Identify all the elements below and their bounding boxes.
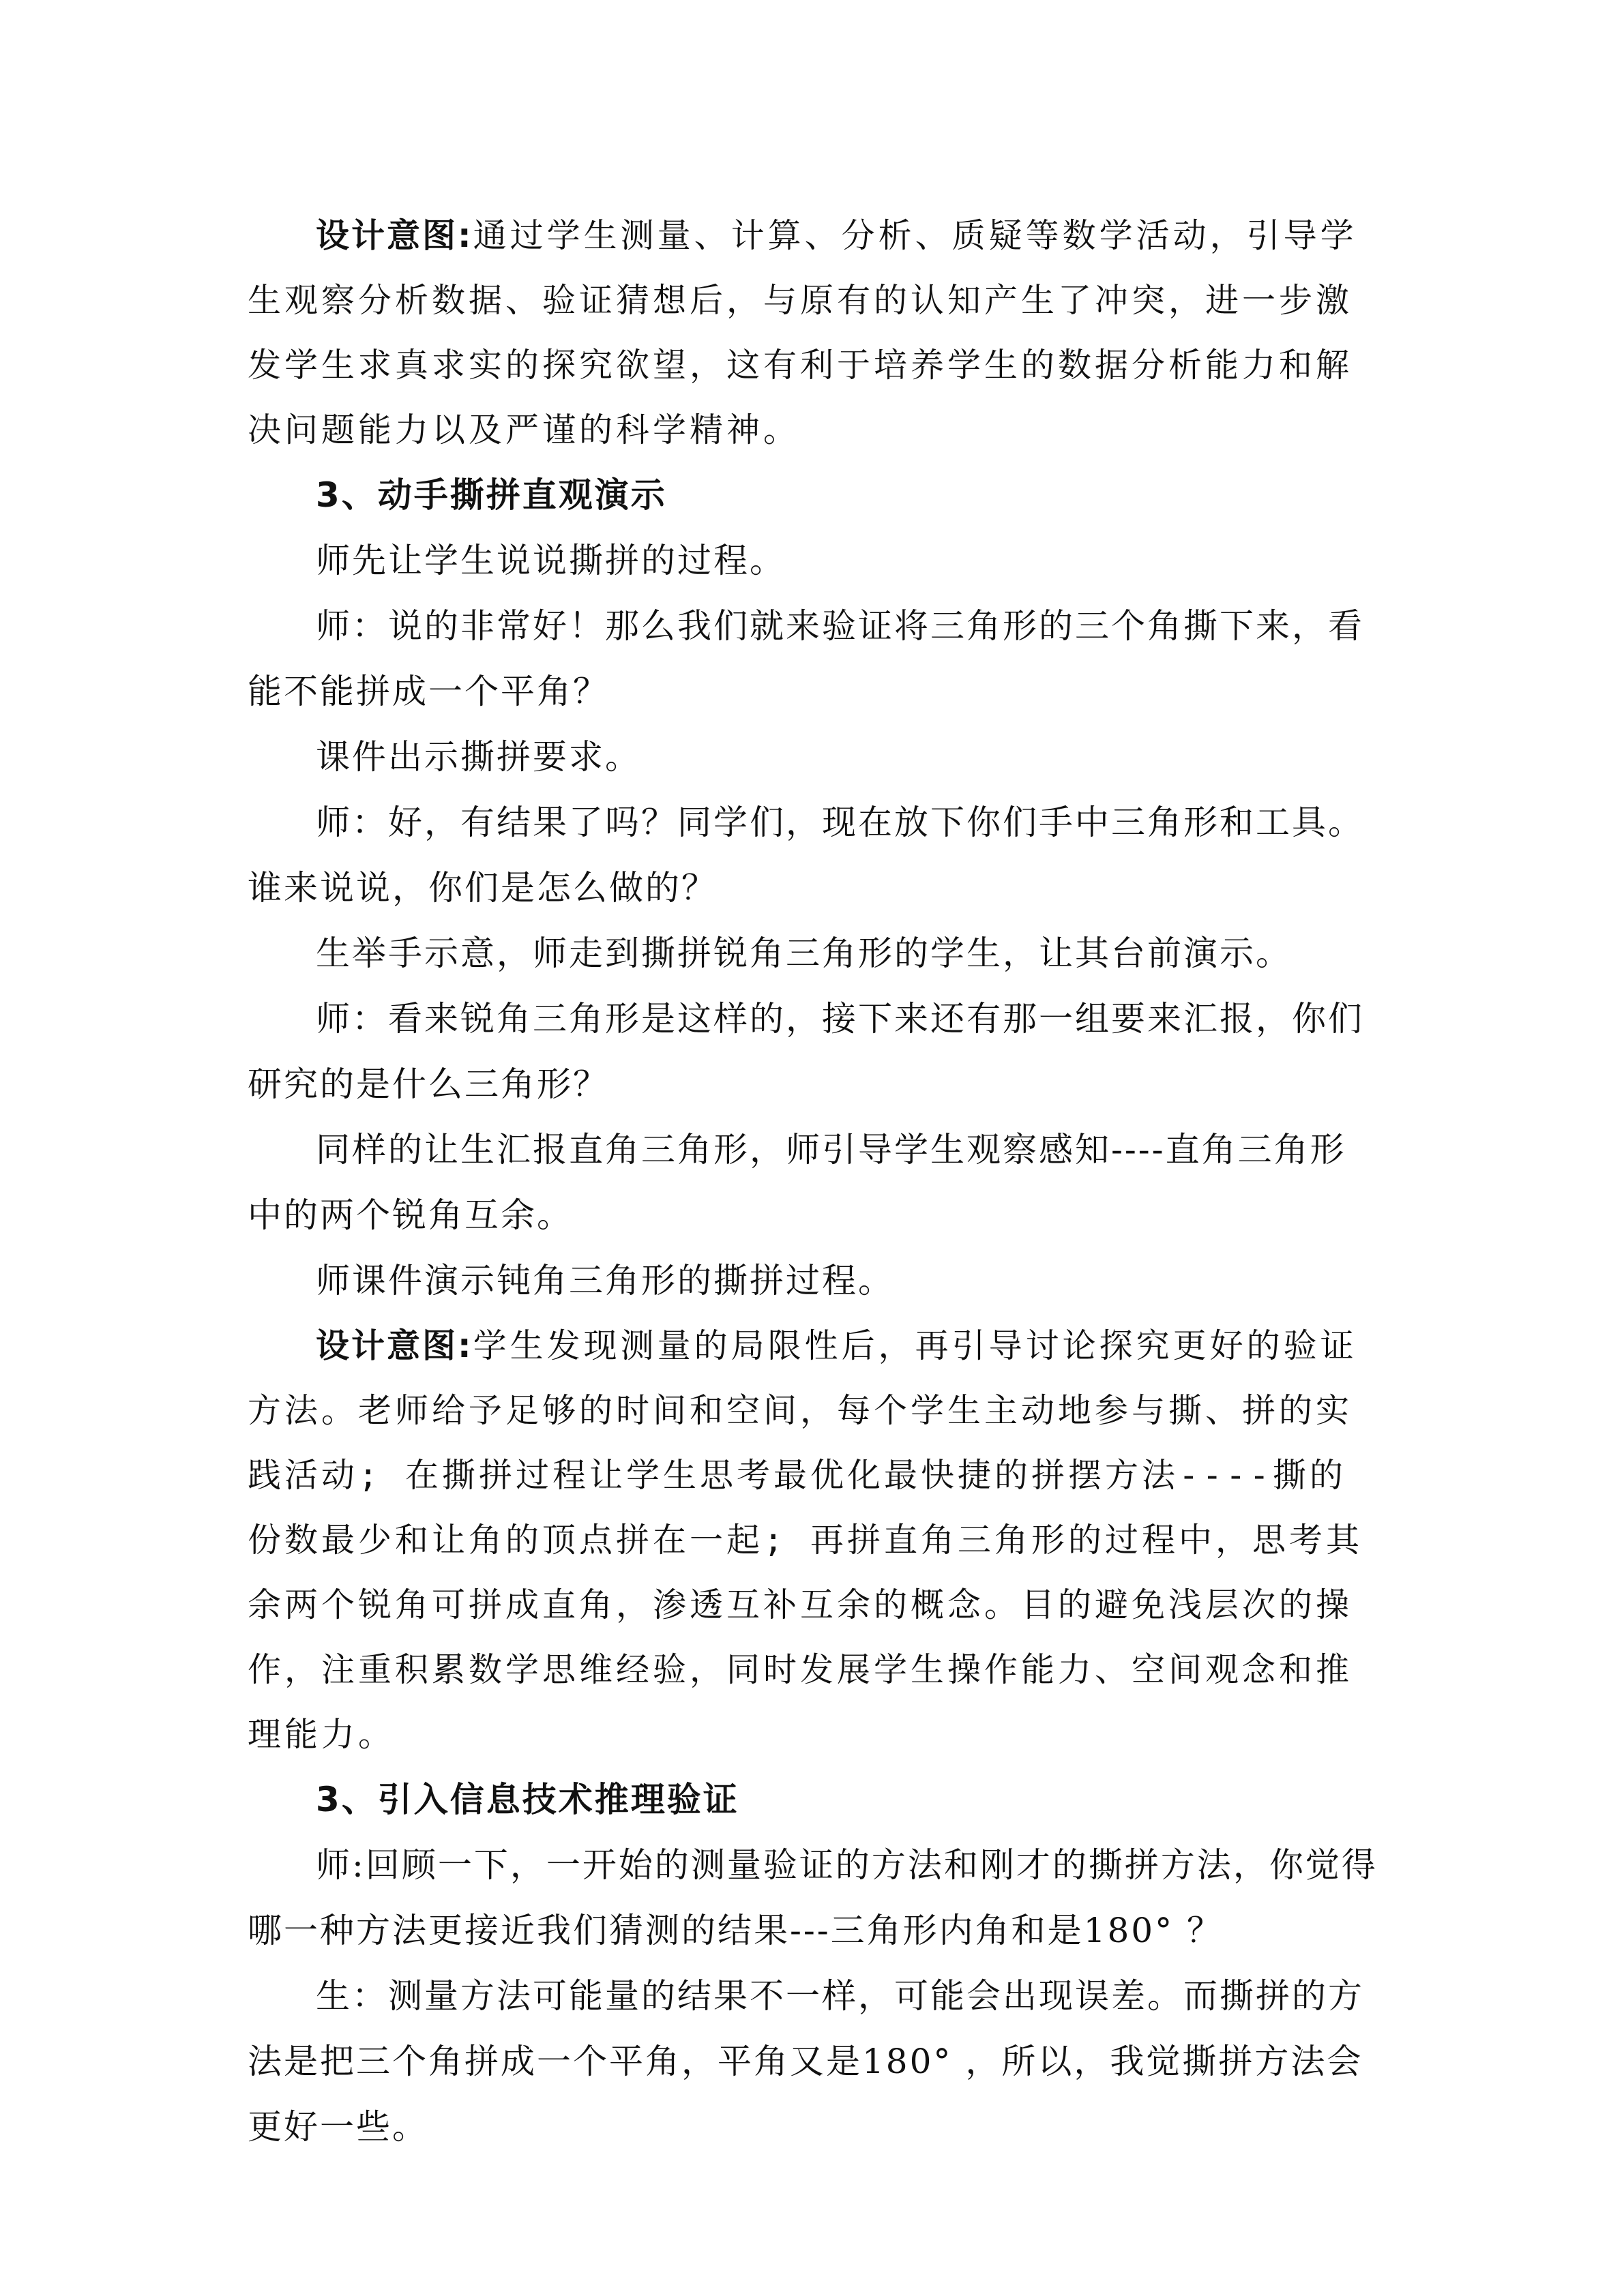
design-intent-paragraph-2 [248, 1313, 1378, 1767]
body-paragraph: 师课件演示钝角三角形的撕拼过程。 [316, 1261, 894, 1300]
document-body [248, 203, 1378, 2160]
design-intent-label: 设计意图: [316, 1326, 473, 1365]
body-paragraph: 课件出示撕拼要求。 [316, 737, 641, 777]
section-heading-tear-and-piece: 3、动手撕拼直观演示 [316, 475, 667, 515]
section-heading-info-tech: 3、引入信息技术推理验证 [316, 1780, 739, 1819]
design-intent-label: 设计意图: [316, 216, 473, 255]
body-paragraph: 生：测量方法可能量的结果不一样，可能会出现误差。而撕拼的方法是把三个角拼成一个平角，平角又是180° ，所以，我觉撕拼方法会更好一些。 [248, 1976, 1364, 2147]
body-paragraph: 师:回顾一下，一开始的测量验证的方法和刚才的撕拼方法，你觉得哪一种方法更接近我们猜测的结果---三角形内角和是180° ？ [248, 1845, 1378, 1950]
design-intent-paragraph-1 [248, 203, 1378, 462]
design-intent-text: 学生发现测量的局限性后，再引导讨论探究更好的验证方法。老师给予足够的时间和空间，每个学生主动地参与撕、拼的实践活动; 在撕拼过程让学生思考最优化最快捷的拼摆方法----撕的份数最少和让角的顶点拼在一起; 再拼直角三角形的过程中，思考其余两个锐角可拼成直角，渗透互补互余的概念。目的避免浅层次的操作，注重积累数学思维经验，同时发展学生操作能力、空间观念和推理能力。 [248, 1326, 1363, 1754]
body-paragraph: 同样的让生汇报直角三角形，师引导学生观察感知----直角三角形中的两个锐角互余。 [248, 1130, 1346, 1235]
body-paragraph: 师：看来锐角三角形是这样的，接下来还有那一组要来汇报，你们研究的是什么三角形？ [248, 999, 1364, 1104]
design-intent-text: 通过学生测量、计算、分析、质疑等数学活动，引导学生观察分析数据、验证猜想后，与原有的认知产生了冲突，进一步激发学生求真求实的探究欲望，这有利于培养学生的数据分析能力和解决问题能力以及严谨的科学精神。 [248, 216, 1357, 449]
body-paragraph: 师先让学生说说撕拼的过程。 [316, 541, 786, 580]
body-paragraph: 师：说的非常好！那么我们就来验证将三角形的三个角撕下来，看能不能拼成一个平角？ [248, 606, 1364, 711]
body-paragraph: 师：好，有结果了吗？同学们，现在放下你们手中三角形和工具。谁来说说，你们是怎么做的？ [248, 803, 1364, 908]
body-paragraph: 生举手示意，师走到撕拼锐角三角形的学生，让其台前演示。 [316, 934, 1292, 973]
